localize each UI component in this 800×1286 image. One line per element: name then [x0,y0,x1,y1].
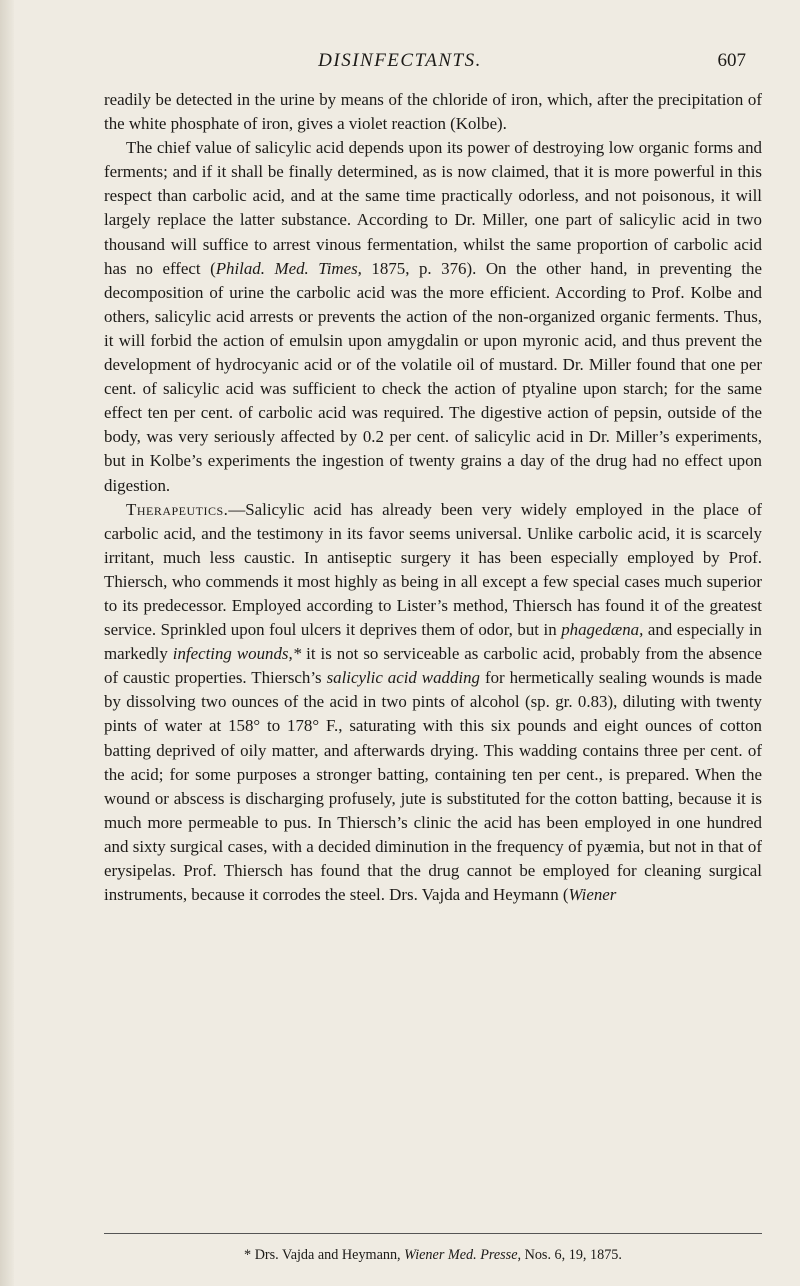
page-number: 607 [717,50,746,71]
citation-wiener: Wiener [568,885,617,905]
citation-philad-med-times: Philad. Med. Times, [215,258,362,278]
page-header [0,50,800,80]
term-salicylic-wadding: salicylic acid wadding [326,668,480,688]
section-heading-therapeutics: Therapeutics. [126,499,229,519]
term-phagedaena: phagedæna, [561,620,644,640]
paragraph-continuation: readily be detected in the urine by means of the chloride of iron, which, after the precipitation of the white phosphate of iron, gives a violet reaction (Kolbe). [104,90,762,134]
running-title: DISINFECTANTS. [318,50,482,71]
paragraph-chief-value: The chief value of salicylic acid depends upon its power of destroying low organic forms and ferments; and if it shall be finally determined, as is now claimed, that it is more powerful in this respect than carbolic acid, and at the same time practically odorless, and not poisonous, it will largely replace the latter substance. According to Dr. Miller, one part of salicylic acid in two thousand will suffice to arrest vinous fermentation, whilst the same proportion of carbolic acid has no effect (Philad. Med. Times, 1875, p. 376). On the other hand, in preventing the decomposition of urine the carbolic acid was the more efficient. According to Prof. Kolbe and others, salicylic acid arrests or prevents the action of the non-organized organic ferments. Thus, it will forbid the action of emulsin upon amygdalin or upon myronic acid, and thus prevent the development of hydrocyanic acid or of the volatile oil of mustard. Dr. Miller found that one per cent. of salicylic acid was sufficient to check the action of ptyaline upon starch; for the same effect ten per cent. of carbolic acid was required. The digestive action of pepsin, outside of the body, was very seriously affected by 0.2 per cent. of salicylic acid in Dr. Miller’s experiments, but in Kolbe’s experiments the ingestion of twenty grains a day of the drug had no effect upon digestion. [104,138,762,495]
body-text [104,88,762,907]
page-binding-edge [0,0,14,1286]
footnote: * Drs. Vajda and Heymann, Wiener Med. Presse, Nos. 6, 19, 1875. [244,1247,622,1263]
paragraph-therapeutics: Therapeutics.—Salicylic acid has already been very widely employed in the place of carbolic acid, and the testimony in its favor seems universal. Unlike carbolic acid, it is scarcely irritant, much less caustic. In antiseptic surgery it has been especially employed by Prof. Thiersch, who commends it most highly as being in all except a few special cases much superior to its predecessor. Employed according to Lister’s method, Thiersch has found it of the greatest service. Sprinkled upon foul ulcers it deprives them of odor, but in phagedæna, and especially in markedly infecting wounds,* it is not so serviceable as carbolic acid, probably from the absence of caustic properties. Thiersch’s salicylic acid wadding for hermetically sealing wounds is made by dissolving two ounces of the acid in two pints of alcohol (sp. gr. 0.83), diluting with twenty pints of water at 158° to 178° F., saturating with this six pounds and eight ounces of cotton batting deprived of oily matter, and afterwards drying. This wadding contains three per cent. of the acid; for some purposes a stronger batting, containing ten per cent., is prepared. When the wound or abscess is discharging profusely, jute is substituted for the cotton batting, because it is much more permeable to pus. In Thiersch’s clinic the acid has been employed in one hundred and sixty surgical cases, with a decided diminution in the frequency of pyæmia, but not in that of erysipelas. Prof. Thiersch has found that the drug cannot be employed for cleaning surgical instruments, because it corrodes the steel. Drs. Vajda and Heymann (Wiener [104,499,763,905]
footnote-divider [104,1233,762,1234]
footnote-citation: Wiener Med. Presse, [404,1247,522,1263]
footnote-mark: * [244,1247,255,1263]
term-infecting-wounds: infecting wounds,* [172,644,302,664]
